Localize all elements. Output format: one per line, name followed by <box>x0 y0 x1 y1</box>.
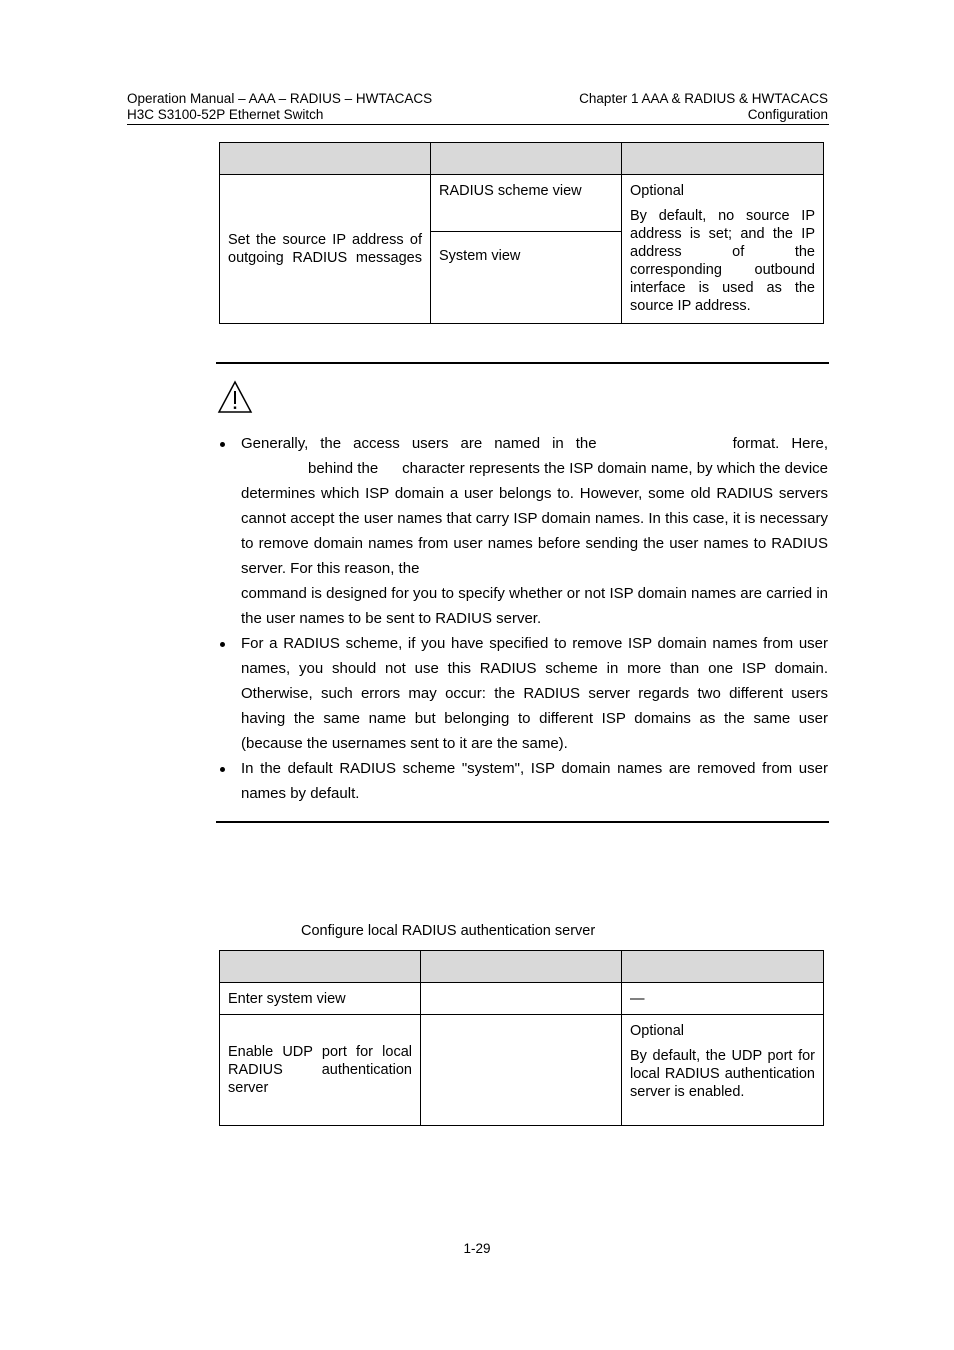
header-manual-title: Operation Manual – AAA – RADIUS – HWTACACS <box>127 91 433 106</box>
command-cell <box>421 983 622 1015</box>
header-cell <box>220 143 431 175</box>
text-span: In the default RADIUS scheme "system", ISP domain names are removed from user names by default. <box>241 760 828 802</box>
remark-cell: — <box>622 983 824 1015</box>
operation-cell: Enable UDP port for local RADIUS authentication server <box>220 1015 421 1126</box>
caution-icon <box>217 380 253 414</box>
source-ip-table <box>219 142 824 324</box>
remark-body: By default, no source IP address is set; and the IP address of the corresponding outbound interface is used as the source IP address. <box>630 208 815 314</box>
caution-top-rule <box>216 362 829 364</box>
header-cell <box>622 951 824 983</box>
remark-cell <box>622 1015 824 1126</box>
header-product-name: H3C S3100-52P Ethernet Switch <box>127 107 324 122</box>
text-span: For a RADIUS scheme, if you have specified to remove ISP domain names from user names, you should not use this RADIUS scheme in more than one ISP domain. Otherwise, such errors may occur: the RADIUS server regards two different users having the same name but belonging to different ISP domains as the same user (because the usernames sent to it are the same). <box>241 635 828 752</box>
header-section-title: Configuration <box>747 107 828 122</box>
table-caption: Configure local RADIUS authentication server <box>301 923 596 939</box>
remark-title: Optional <box>630 183 685 199</box>
table-row <box>220 1015 824 1126</box>
command-cell <box>421 1015 622 1126</box>
caution-list <box>216 431 828 806</box>
remark-title: Optional <box>630 1023 685 1039</box>
remark-cell <box>622 175 824 324</box>
view-cell: RADIUS scheme view <box>431 175 622 232</box>
header-cell <box>622 143 824 175</box>
header-cell <box>421 951 622 983</box>
remark-body: By default, the UDP port for local RADIUS authentication server is enabled. <box>630 1048 815 1100</box>
text-span: character represents the ISP domain name, by which the device determines which ISP domain a user belongs to. However, some old RADIUS servers cannot accept the user names that carry ISP domain names. In this case, it is necessary to remove domain names from user names before sending the user names to RADIUS server. For this reason, the <box>241 460 828 577</box>
bullet-icon <box>220 442 225 447</box>
list-item <box>216 431 828 631</box>
table-header-row <box>220 951 824 983</box>
text-span: Generally, the access users are named in the <box>241 435 597 452</box>
text-span: command is designed for you to specify whether or not ISP domain names are carried in the user names to be sent to RADIUS server. <box>241 585 828 627</box>
bullet-icon <box>220 642 225 647</box>
list-item <box>216 631 828 756</box>
header-rule <box>127 124 829 125</box>
page-number: 1-29 <box>463 1241 491 1256</box>
list-item <box>216 756 828 806</box>
text-span: format. Here, <box>732 435 828 452</box>
operation-cell: Set the source IP address of outgoing RADIUS messages <box>220 175 431 324</box>
text-span: behind the <box>308 460 379 477</box>
view-cell: System view <box>431 232 622 324</box>
header-cell <box>220 951 421 983</box>
table-row <box>220 175 824 232</box>
bullet-icon <box>220 767 225 772</box>
caution-bottom-rule <box>216 821 829 823</box>
table-row <box>220 983 824 1015</box>
header-cell <box>431 143 622 175</box>
header-chapter-title: Chapter 1 AAA & RADIUS & HWTACACS <box>579 91 828 106</box>
operation-cell: Enter system view <box>220 983 421 1015</box>
local-radius-table <box>219 950 824 1126</box>
table-header-row <box>220 143 824 175</box>
